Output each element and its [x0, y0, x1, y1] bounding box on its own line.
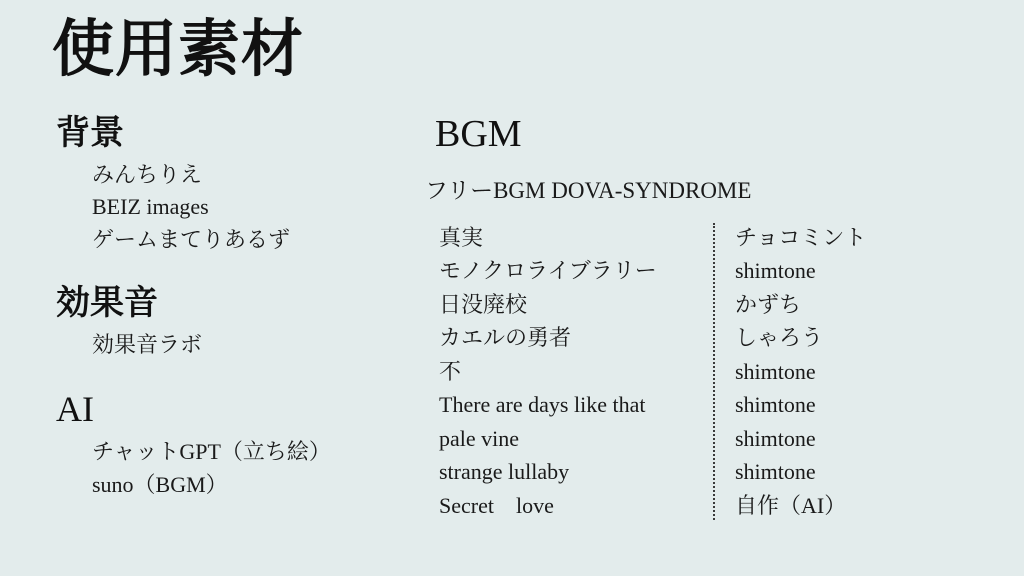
list-item: 効果音ラボ [92, 331, 203, 357]
track-author: 自作（AI） [735, 492, 847, 518]
track-name: モノクロライブラリー [439, 258, 657, 284]
page-title: 使用素材 [52, 15, 305, 84]
bgm-source-label: フリーBGM DOVA-SYNDROME [425, 177, 752, 203]
track-name-column [425, 221, 713, 523]
track-author: チョコミント [735, 224, 867, 250]
list-item: チャットGPT（立ち絵） [92, 439, 331, 465]
track-name: 日没廃校 [439, 291, 528, 317]
track-author: かずち [735, 291, 802, 317]
list-item: みんちりえ [92, 161, 203, 187]
section-ai [56, 387, 406, 501]
track-name: strange lullaby [439, 459, 570, 485]
track-author-column [713, 221, 866, 523]
section-items-sound-effects [56, 329, 406, 362]
track-author: しゃろう [735, 325, 824, 351]
track-name: Secret love [439, 492, 554, 518]
track-name: There are days like that [439, 392, 646, 418]
spacer [56, 256, 406, 282]
track-author: shimtone [735, 459, 816, 485]
section-heading-background: 背景 [56, 114, 124, 152]
section-items-ai [56, 436, 406, 501]
section-heading-bgm: BGM [435, 113, 522, 155]
track-name: 不 [439, 358, 462, 384]
track-author: shimtone [735, 392, 816, 418]
section-heading-sound-effects: 効果音 [56, 284, 158, 323]
list-item: suno（BGM） [92, 471, 228, 497]
column-divider [713, 223, 715, 521]
track-name: カエルの勇者 [439, 325, 572, 351]
track-author: shimtone [735, 358, 816, 384]
section-items-background [56, 159, 406, 257]
spacer [56, 361, 406, 387]
right-column [425, 112, 985, 522]
track-author: shimtone [735, 425, 816, 451]
section-heading-ai: AI [56, 389, 94, 430]
track-name: pale vine [439, 425, 520, 451]
left-column [56, 112, 406, 501]
track-name: 真実 [439, 224, 484, 250]
list-item: BEIZ images [92, 194, 209, 220]
track-author: shimtone [735, 258, 816, 284]
section-sound-effects [56, 282, 406, 361]
bgm-track-table [425, 221, 985, 523]
section-background [56, 112, 406, 256]
list-item: ゲームまてりあるず [92, 226, 291, 252]
